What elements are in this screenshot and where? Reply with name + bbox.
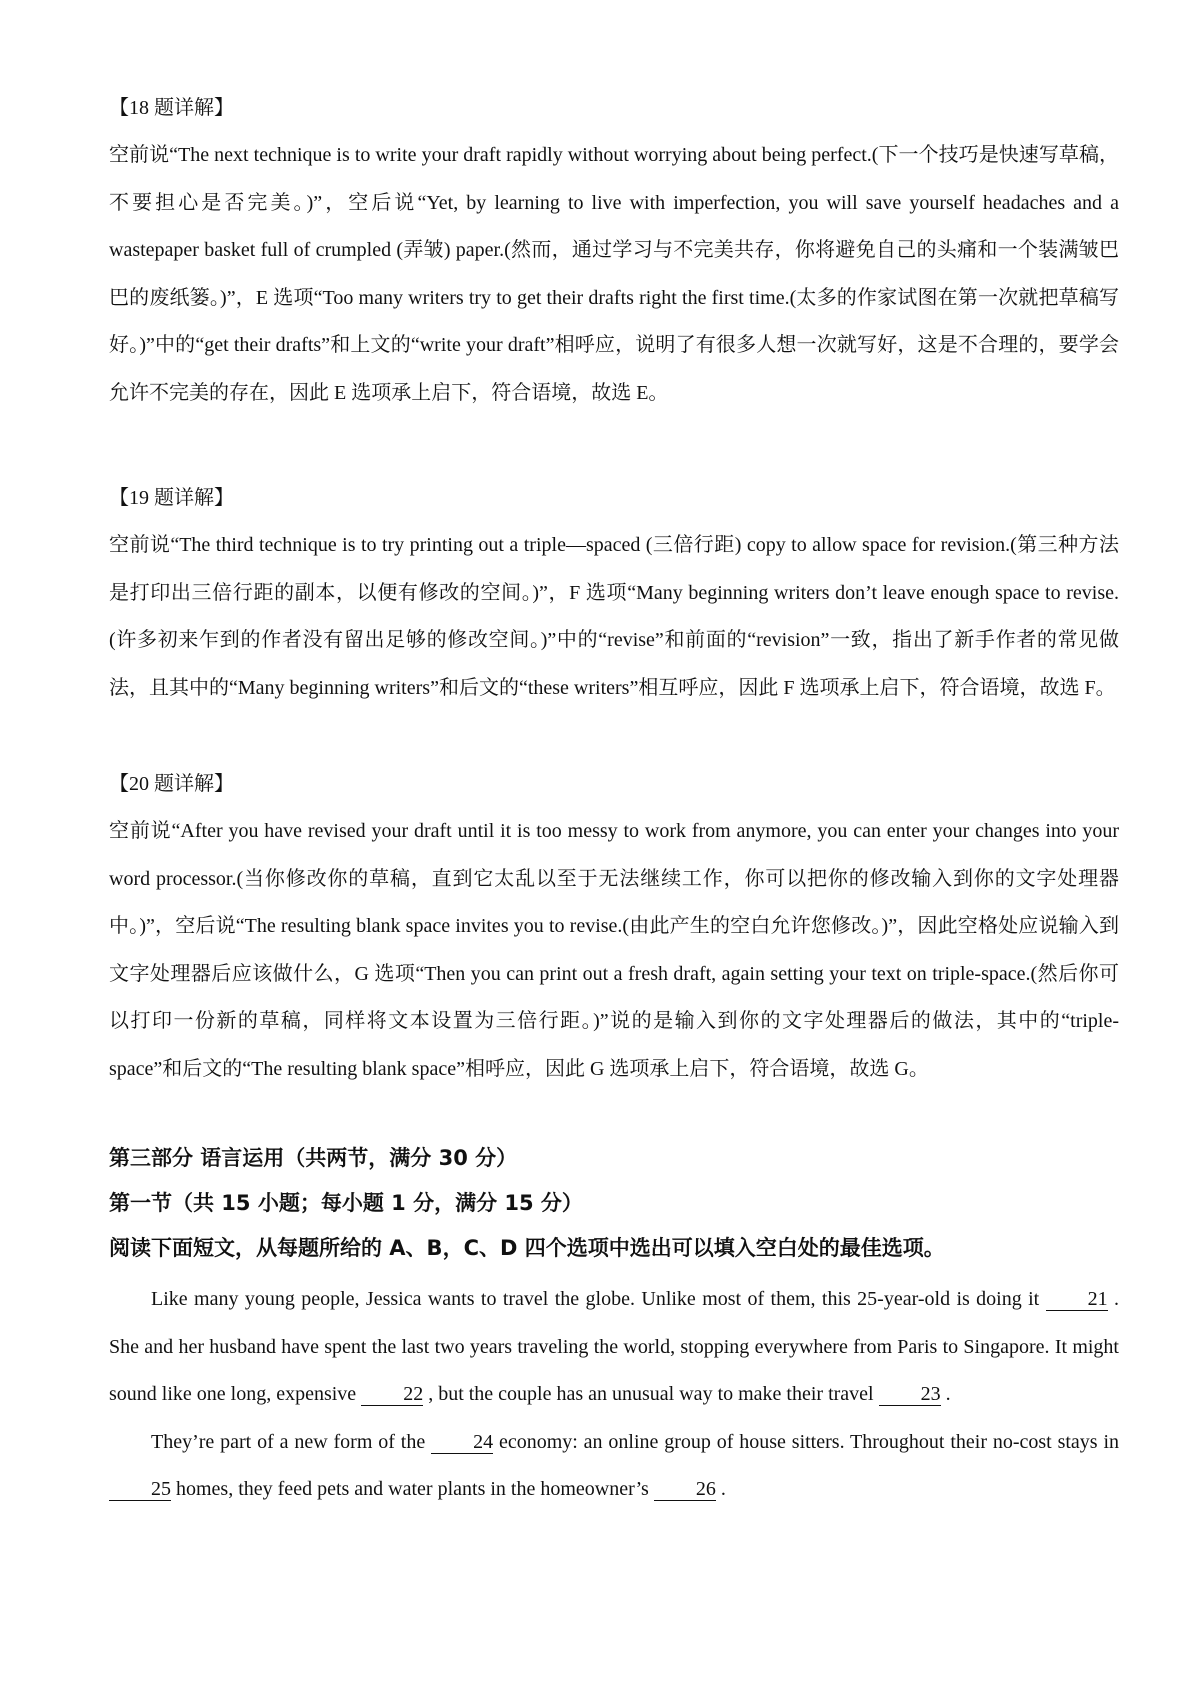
- cloze-passage: [109, 1276, 1119, 1514]
- passage-text: Like many young people, Jessica wants to travel the globe. Unlike most of them, this 25-year-old is doing it: [151, 1288, 1040, 1310]
- passage-text: . She and her husband have spent the last two years traveling the world, stopping everywhere from Paris to Singapore. It might sound like one long, expensive: [109, 1288, 1120, 1405]
- passage-text: .: [945, 1383, 951, 1405]
- blank-21: 21: [1046, 1288, 1108, 1311]
- passage-text: homes, they feed pets and water plants in the homeowner’s: [176, 1478, 649, 1500]
- blank-25: 25: [109, 1478, 171, 1501]
- passage-paragraph-2: [109, 1419, 1119, 1514]
- passage-text: economy: an online group of house sitters. Throughout their no-cost stays in: [498, 1430, 1120, 1453]
- q19-paragraph: 空前说“The third technique is to try printing out a triple—spaced (三倍行距) copy to allow space for revision.(第三种方法是打印出三倍行距的副本，以便有修改的空间。)”，F 选项“Many beginning writers don’t leave enough space to revise.(许多初来乍到的作者没有留出足够的修改空间。)”中的“revise”和前面的“revision”一致，指出了新手作者的常见做法，且其中的“Many beginning writers”和后文的“these writers”相互呼应，因此 F 选项承上启下，符合语境，故选 F。: [109, 534, 1119, 699]
- section1-instruction: 阅读下面短文，从每题所给的 A、B，C、D 四个选项中选出可以填入空白处的最佳选项。: [109, 1236, 945, 1260]
- blank-24: 24: [431, 1431, 493, 1454]
- q18-paragraph: 空前说“The next technique is to write your draft rapidly without worrying about being perfect.(下一个技巧是快速写草稿，不要担心是否完美。)”，空后说“Yet, by learning to live with imperfection, you will save yourself headaches and a wastepaper basket full of crumpled (弄皱) paper.(然而，通过学习与不完美共存，你将避免自己的头痛和一个装满皱巴巴的废纸篓。)”，E 选项“Too many writers try to get their drafts right the first time.(太多的作家试图在第一次就把草稿写好。)”中的“get their drafts”和上文的“write your draft”相呼应，说明了有很多人想一次就写好，这是不合理的，要学会允许不完美的存在，因此 E 选项承上启下，符合语境，故选 E。: [109, 144, 1119, 404]
- q20-paragraph: 空前说“After you have revised your draft until it is too messy to work from anymore, you can enter your changes into your word processor.(当你修改你的草稿，直到它太乱以至于无法继续工作，你可以把你的修改输入到你的文字处理器中。)”，空后说“The resulting blank space invites you to revise.(由此产生的空白允许您修改。)”，因此空格处应说输入到文字处理器后应该做什么，G 选项“Then you can print out a fresh draft, again setting your text on triple-space.(然后你可以打印一份新的草稿，同样将文本设置为三倍行距。)”说的是输入到你的文字处理器后的做法，其中的“triple-space”和后文的“The resulting blank space”相呼应，因此 G 选项承上启下，符合语境，故选 G。: [109, 820, 1119, 1080]
- q18-explanation: [109, 84, 1119, 417]
- section1-title: 第一节（共 15 小题；每小题 1 分，满分 15 分）: [109, 1191, 583, 1215]
- q18-heading: 【18 题详解】: [109, 97, 234, 119]
- passage-text: .: [720, 1478, 726, 1500]
- blank-26: 26: [654, 1478, 716, 1501]
- blank-23: 23: [879, 1383, 941, 1406]
- q19-explanation: [109, 474, 1119, 712]
- part3-title: 第三部分 语言运用（共两节，满分 30 分）: [109, 1146, 518, 1170]
- q20-heading: 【20 题详解】: [109, 773, 234, 795]
- passage-paragraph-1: [109, 1276, 1119, 1419]
- q20-explanation: [109, 760, 1119, 1093]
- passage-text: , but the couple has an unusual way to make their travel: [428, 1383, 874, 1405]
- blank-22: 22: [361, 1383, 423, 1406]
- part3-header: [109, 1136, 1119, 1271]
- passage-text: They’re part of a new form of the: [151, 1430, 426, 1453]
- q19-heading: 【19 题详解】: [109, 487, 234, 509]
